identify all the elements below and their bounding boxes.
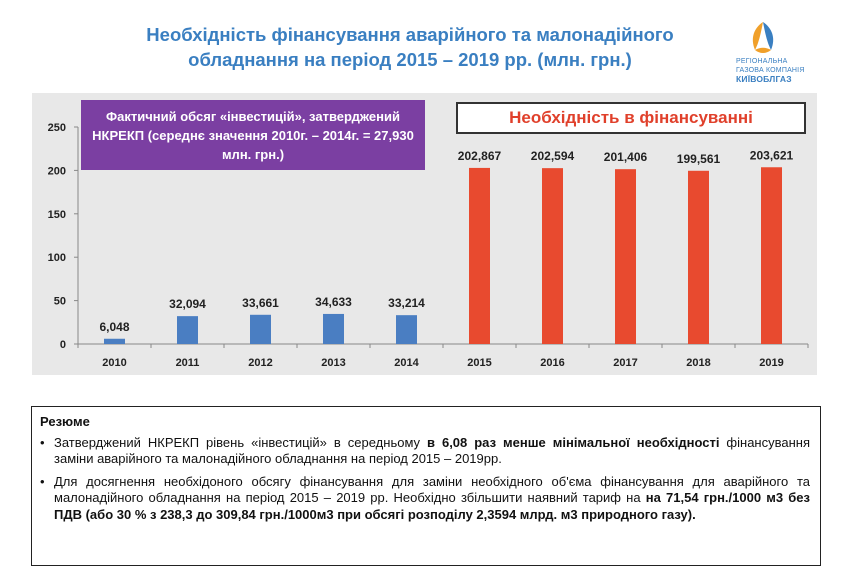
- data-label-2015: 202,867: [457, 148, 502, 163]
- y-tick-label: 200: [47, 165, 66, 178]
- y-tick-label: 0: [59, 339, 66, 351]
- actual-investment-annotation: Фактичний обсяг «інвестицій», затверджений НКРЕКП (середнє значення 2010г. – 2014г. = 27,930 млн. грн.): [81, 100, 425, 170]
- bar-2015: [469, 168, 490, 344]
- logo-line1: РЕГІОНАЛЬНА: [736, 58, 788, 65]
- y-tick-label: 50: [53, 295, 66, 308]
- data-label-2018: 199,561: [676, 151, 721, 166]
- data-label-2017: 201,406: [603, 150, 648, 165]
- x-tick-label-2011: 2011: [175, 357, 200, 369]
- y-tick-label: 150: [47, 208, 66, 221]
- x-tick-label-2018: 2018: [686, 357, 711, 369]
- x-tick-label-2016: 2016: [540, 357, 565, 369]
- summary-bullet-1: [40, 435, 810, 468]
- data-label-2012: 33,661: [242, 295, 279, 310]
- summary-b1-pre: Затверджений НКРЕКП рівень «інвестицій» в середньому: [54, 434, 427, 450]
- y-tick-label: 250: [47, 122, 66, 134]
- funding-need-annotation: Необхідність в фінансуванні: [456, 102, 806, 134]
- data-label-2019: 203,621: [749, 148, 794, 163]
- summary-b1-post: фінансування заміни аварійного та малонадійного обладнання на період 2015 – 2019рр.: [54, 434, 810, 466]
- x-tick-label-2010: 2010: [102, 357, 127, 369]
- summary-b2-bold: на 71,54 грн./1000 м3 без ПДВ (або 30 % з 238,3 до 309,84 грн./1000м3 при обсягі розподілу 2,3594 млрд. м3 природного газу).: [54, 490, 810, 522]
- x-tick-label-2015: 2015: [467, 357, 492, 369]
- bar-2013: [323, 314, 344, 344]
- bar-2019: [761, 167, 782, 344]
- summary-title: Резюме: [40, 414, 90, 429]
- data-label-2013: 34,633: [315, 294, 352, 309]
- summary-bullet-2: [40, 474, 810, 524]
- bar-2016: [542, 168, 563, 344]
- page-title-line2: обладнання на період 2015 – 2019 рр. (млн. грн.): [188, 49, 632, 70]
- page-title-line1: Необхідність фінансування аварійного та малонадійного: [146, 24, 674, 45]
- bar-2011: [177, 316, 198, 344]
- bar-2018: [688, 171, 709, 344]
- summary-b1-bold: в 6,08 раз менше мінімальної необхідності: [427, 434, 720, 450]
- summary-box: [31, 406, 821, 566]
- x-tick-label-2019: 2019: [759, 357, 784, 369]
- data-label-2016: 202,594: [530, 149, 575, 164]
- x-tick-label-2017: 2017: [613, 357, 638, 369]
- x-tick-label-2014: 2014: [394, 357, 419, 369]
- data-label-2014: 33,214: [388, 296, 425, 311]
- y-tick-label: 100: [47, 252, 66, 265]
- summary-b2-pre: Для досягнення необхідоного обсягу фінансування для заміни необхідного об'єма фінансування для аварійного та малонадійного обладнання на період 2015 – 2019 рр. Необхідно збільшити наявний тариф на: [54, 473, 810, 505]
- bar-2010: [104, 339, 125, 344]
- bar-2012: [250, 315, 271, 344]
- x-tick-label-2012: 2012: [248, 357, 273, 369]
- bar-2017: [615, 169, 636, 344]
- data-label-2010: 6,048: [99, 319, 130, 334]
- x-tick-label-2013: 2013: [321, 357, 346, 369]
- bar-2014: [396, 315, 417, 344]
- logo-brand: КИЇВОБЛГАЗ: [736, 74, 792, 84]
- summary-list: [40, 435, 810, 524]
- logo-line2: ГАЗОВА КОМПАНІЯ: [736, 66, 805, 74]
- data-label-2011: 32,094: [169, 297, 206, 312]
